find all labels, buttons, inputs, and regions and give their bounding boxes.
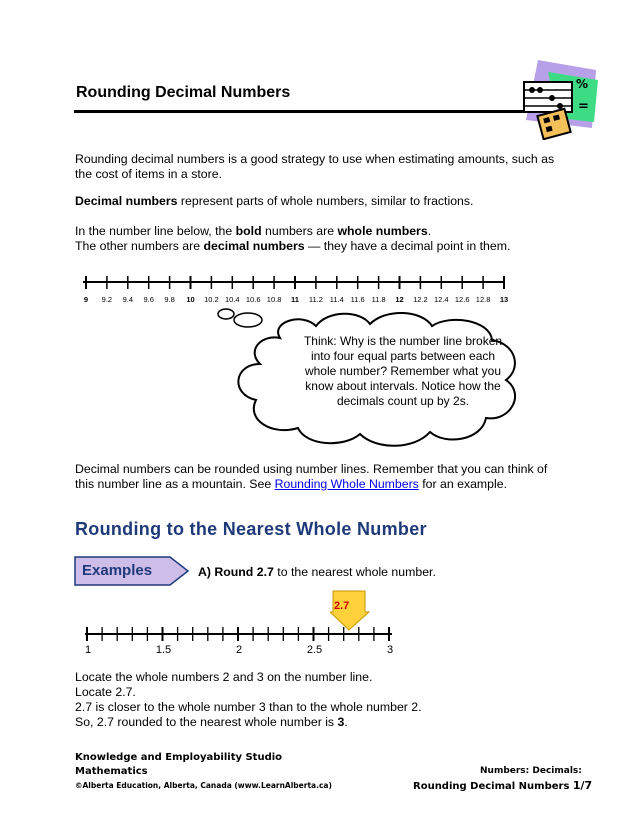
example-a-prompt: A) Round 2.7 to the nearest whole number. (198, 565, 436, 579)
example-number-line (80, 622, 400, 656)
svg-text:=: = (578, 99, 589, 114)
number-line-label: 10.2 (204, 295, 219, 304)
number-line-label: 2 (235, 644, 243, 656)
number-line-label: 9.6 (143, 295, 154, 304)
number-line-label: 11.2 (308, 295, 323, 304)
number-line-label: 11.8 (371, 295, 386, 304)
number-line-label: 10.6 (245, 295, 261, 304)
definition-paragraph: Decimal numbers represent parts of whole numbers, similar to fractions. (75, 194, 474, 208)
number-line-label: 10.8 (266, 295, 282, 304)
intro-paragraph: Rounding decimal numbers is a good strategy to use when estimating amounts, such as the cost of items in a store. (75, 152, 555, 181)
page-title: Rounding Decimal Numbers (76, 84, 291, 101)
number-line-label: 10.4 (224, 295, 240, 304)
svg-text:%: % (576, 77, 589, 91)
number-line-label: 3 (386, 644, 394, 656)
footer-org: Knowledge and Employability Studio (75, 752, 283, 763)
section-heading: Rounding to the Nearest Whole Number (75, 519, 427, 539)
number-line-label: 12.6 (454, 295, 470, 304)
number-line-label: 11.6 (350, 295, 365, 304)
number-line-label: 12.8 (475, 295, 491, 304)
footer-copyright: ©Alberta Education, Alberta, Canada (www.LearnAlberta.ca) (75, 781, 332, 790)
example-a-steps: Locate the whole numbers 2 and 3 on the number line. Locate 2.7. 2.7 is closer to the whole number 3 than to the whole number 2. So, 2.7 rounded to the nearest whole number is 3. (75, 670, 422, 729)
number-line-label: 12.2 (413, 295, 428, 304)
footer-subject: Mathematics (75, 766, 148, 777)
number-line-label: 10 (186, 295, 195, 304)
number-line-label: 9.8 (164, 295, 175, 304)
footer-topic: Rounding Decimal Numbers 1/7 (413, 779, 593, 792)
number-line-label: 2.5 (306, 644, 323, 656)
footer-category: Numbers: Decimals: (480, 766, 582, 776)
number-line-label: 12 (395, 295, 404, 304)
number-line-label: 11.4 (329, 295, 344, 304)
number-line-label: 9.4 (122, 295, 134, 304)
number-line-label: 1 (84, 644, 92, 656)
number-line-label: 13 (499, 295, 509, 304)
number-line-label: 12.4 (433, 295, 449, 304)
value-marker-label: 2.7 (334, 600, 350, 612)
think-prompt: Think: Why is the number line broken into four equal parts between each whole number? Remember what you know about intervals. Notice how the decimals count up by 2s. (303, 334, 503, 408)
examples-label: Examples (82, 562, 153, 579)
number-line-label: 9 (83, 295, 89, 304)
math-clipart-icon (518, 58, 600, 140)
number-line-label: 9.2 (101, 295, 113, 304)
number-line-label: 11 (291, 295, 299, 304)
number-line-explanation: In the number line below, the bold numbers are whole numbers. The other numbers are decimal numbers — they have a decimal point in them. (75, 224, 511, 253)
number-line-label: 1.5 (155, 644, 172, 656)
title-rule (74, 110, 544, 113)
mountain-paragraph: Decimal numbers can be rounded using number lines. Remember that you can think of this number line as a mountain. See Rounding Whole Numbers for an example. (75, 462, 548, 491)
rounding-whole-numbers-link[interactable]: Rounding Whole Numbers (274, 477, 419, 491)
